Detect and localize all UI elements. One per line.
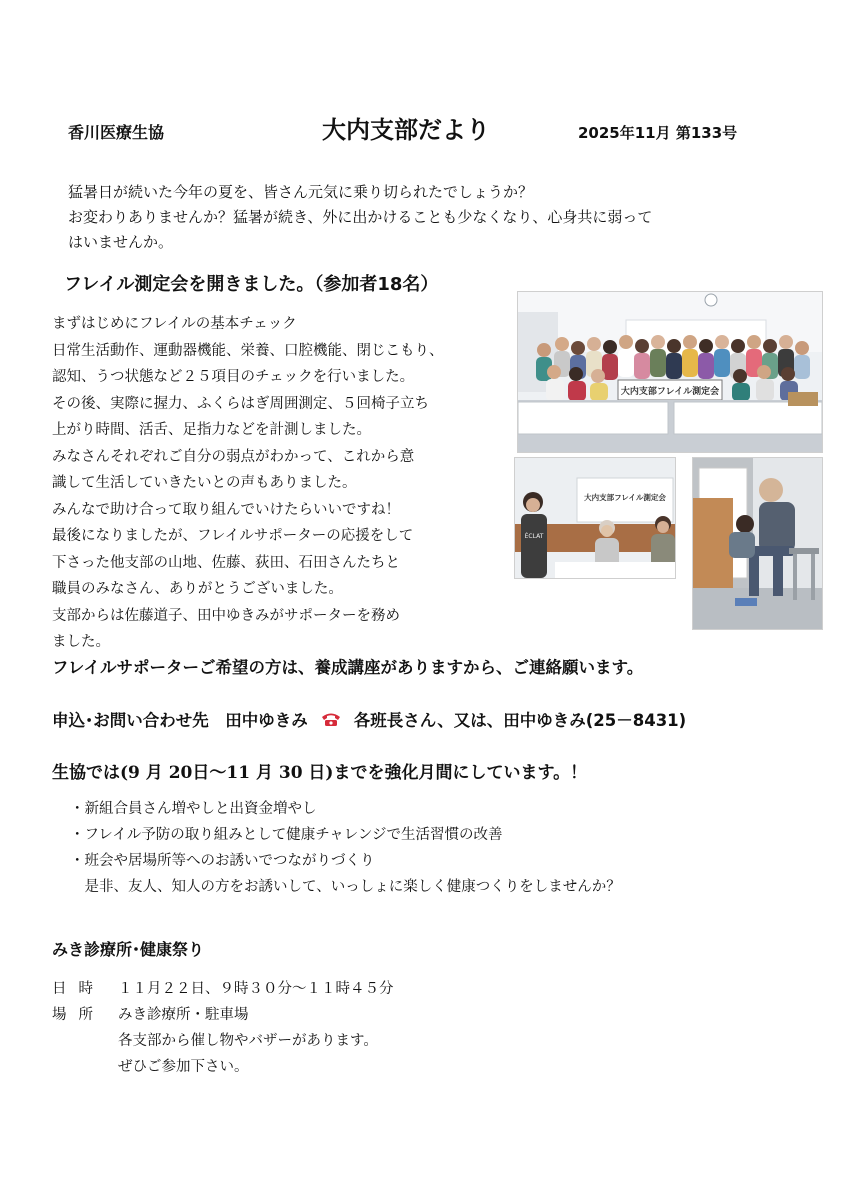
report-line: 支部からは佐藤道子、田中ゆきみがサポーターを務め (52, 607, 400, 624)
bullet-item: ・班会や居場所等へのお誘いでつながりづくり (70, 853, 375, 869)
report-line: 下さった他支部の山地、佐藤、荻田、石田さんたちと (52, 554, 400, 571)
note-row (52, 1054, 394, 1080)
group-photo (517, 291, 823, 453)
intro-line: はいませんか。 (68, 233, 174, 251)
report-line: 上がり時間、活舌、足指力などを計測しました。 (52, 422, 371, 438)
contact-label: 申込･お問い合わせ先 田中ゆきみ (52, 711, 308, 730)
chair-test-photo (692, 457, 823, 630)
supporter-notice: フレイルサポーターご希望の方は、養成講座がありますから、ご連絡願います。 (52, 658, 644, 677)
campaign-bullets (70, 796, 621, 900)
report-line: まずはじめにフレイルの基本チェック (52, 316, 297, 332)
report-line: ました。 (52, 634, 110, 650)
org-name: 香川医療生協 (68, 123, 165, 142)
festival-note: ぜひご参加下さい。 (118, 1059, 249, 1075)
report-line: 職員のみなさん、ありがとうございました。 (52, 581, 343, 597)
measurement-photo (514, 457, 676, 579)
intro-paragraph (68, 180, 652, 255)
shirt-text: ÉCLAT (524, 533, 544, 540)
datetime-row (52, 976, 394, 1002)
report-line: 日常生活動作、運動器機能、栄養、口腔機能、閉じこもり、 (52, 342, 444, 359)
festival-details (52, 976, 394, 1080)
intro-line: 猛暑日が続いた今年の夏を、皆さん元気に乗り切られたでしょうか？ (68, 183, 534, 201)
campaign-heading: 生協では(9 月 20日～11 月 30 日)までを強化月間にしています。！ (52, 763, 588, 783)
bullet-item: ・新組合員さん増やしと出資金増やし (70, 801, 317, 817)
report-line: みなさんそれぞれご自分の弱点がわかって、これから意 (52, 448, 415, 465)
report-line: 認知、うつ状態など２５項目のチェックを行いました。 (52, 369, 415, 385)
banner-text: 大内支部フレイル測定会 (584, 493, 666, 502)
contact-detail: 各班長さん、又は、田中ゆきみ(25－8431) (353, 711, 687, 730)
datetime-value: １１月２２日、９時３０分～１１時４５分 (118, 981, 394, 997)
report-line: 識して生活していきたいとの声もありました。 (52, 475, 357, 491)
telephone-icon (320, 711, 342, 727)
banner-text: 大内支部フレイル測定会 (620, 387, 720, 397)
report-line: 最後になりましたが、フレイルサポーターの応援をして (52, 528, 414, 544)
issue-info: 2025年11月 第133号 (578, 124, 738, 142)
report-line: その後、実際に握力、ふくらはぎ周囲測定、５回椅子立ち (52, 395, 429, 412)
contact-info (52, 707, 686, 731)
intro-line: お変わりありませんか？猛暑が続き、外に出かけることも少なくなり、心身共に弱って (68, 208, 653, 226)
place-label: 場所 (52, 1007, 105, 1023)
festival-heading: みき診療所･健康祭り (52, 940, 205, 959)
datetime-label: 日時 (52, 981, 105, 997)
newsletter-title: 大内支部だより (322, 115, 490, 144)
place-row (52, 1002, 394, 1028)
place-value: みき診療所・駐車場 (118, 1007, 249, 1023)
frail-report (52, 311, 444, 656)
bullet-item: ・フレイル予防の取り組みとして健康チャレンジで生活習慣の改善 (70, 827, 503, 843)
bullet-item: 是非、友人、知人の方をお誘いして、いっしょに楽しく健康つくりをしませんか？ (70, 879, 621, 895)
report-line: みんなで助け合って取り組んでいけたらいいですね！ (52, 501, 400, 518)
frail-heading: フレイル測定会を開きました。（参加者18名） (64, 274, 439, 295)
festival-note: 各支部から催し物やバザーがあります。 (118, 1033, 378, 1049)
note-row (52, 1028, 394, 1054)
